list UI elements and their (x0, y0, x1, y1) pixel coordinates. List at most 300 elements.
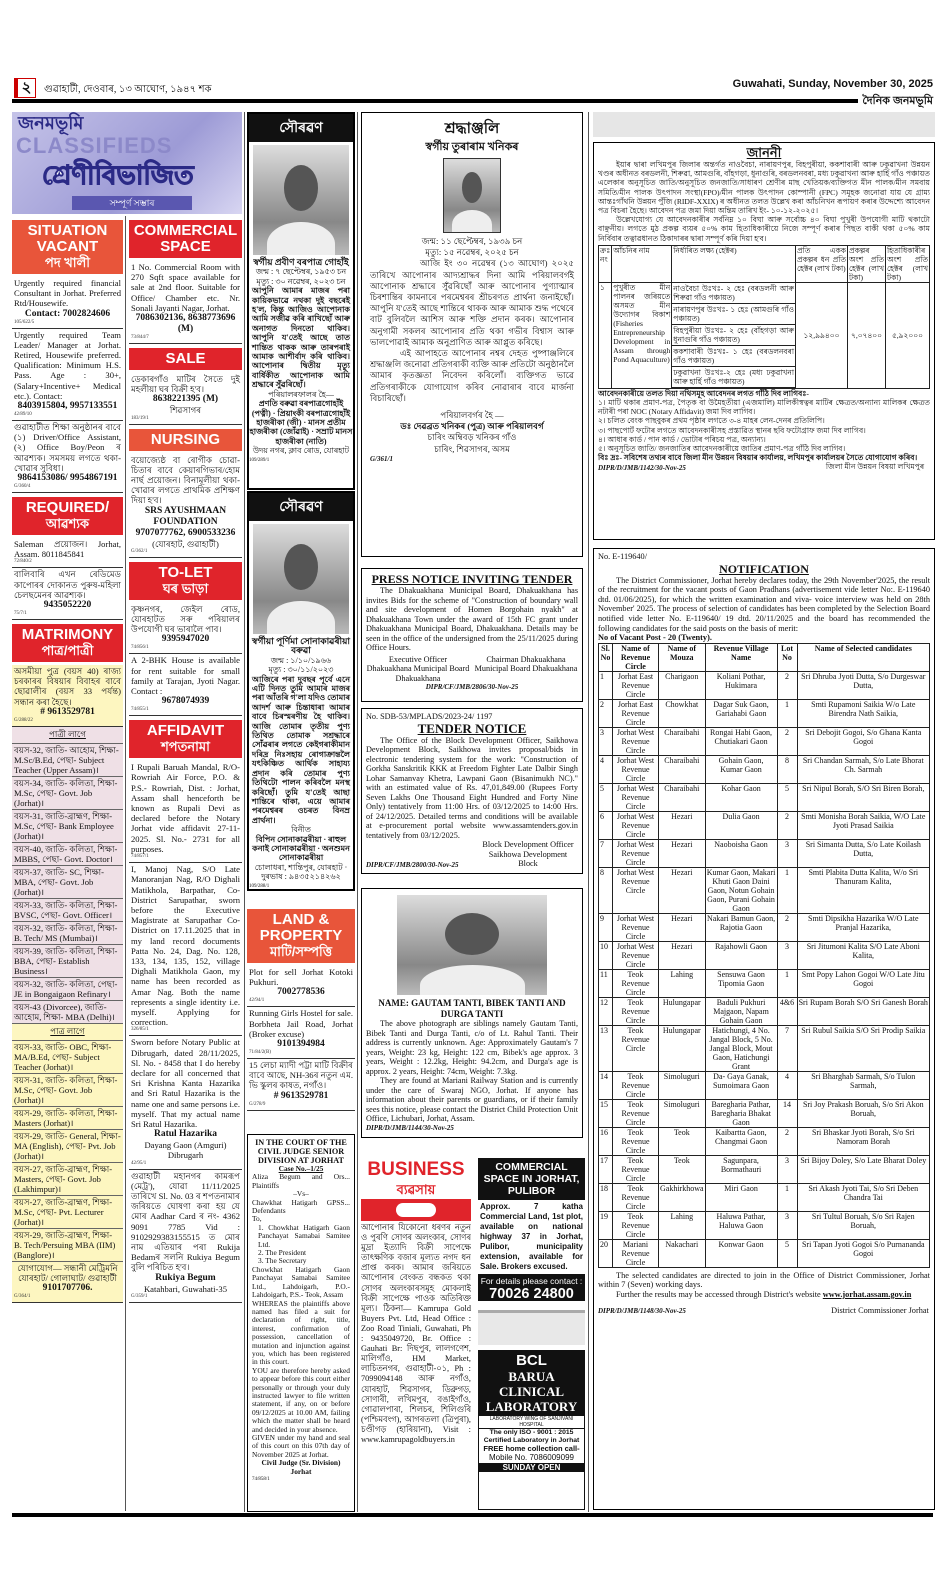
notification-title: NOTIFICATION (719, 561, 809, 576)
table-cell: Simoluguri (659, 1071, 706, 1099)
portrait-photo (253, 145, 349, 255)
handshake-icon (361, 1199, 471, 1221)
banner-subtitle: পাত্ৰ/পাত্ৰী (41, 643, 94, 659)
table-cell: 9 (599, 913, 613, 941)
table-cell: 19 (599, 1211, 613, 1239)
ad-text: বয়োজ্যেষ্ঠ বা ৰোগীক চোৱা-চিতাৰ বাবে কেয়াৰগিভাৰ/হোম নাৰ্ছ প্ৰয়োজন। বিনামূলীয়া থকা-খোৱাৰ লগতে প্ৰাথমিক প্ৰশিক্ষণ দিয়া হ'ব। (131, 454, 240, 506)
table-cell: Smt Popy Lahon Gogoi W/O Late Jitu Gogoi (797, 969, 929, 997)
ad-contact: Rukiya Begum (155, 1272, 216, 1283)
ad-code: DIPR/D/JMB/1142/30-Nov-25 (598, 463, 686, 472)
table-cell: Simoluguri (659, 1099, 706, 1127)
table-cell: Kohar Gaon (705, 783, 777, 811)
ad-code: G/360/4 (14, 484, 31, 490)
th: হিতাধিকাৰীৰ অংশ প্ৰতি হেক্টৰ (লাখ টকা) (887, 245, 928, 282)
column-header: Name of Selected candidates (797, 643, 929, 671)
table-cell: 1 (777, 1183, 797, 1211)
table-cell: 3 (599, 727, 613, 755)
obituary-death: মৃত্যু : ৩০ নৱেম্বৰ, ২০২৩ চন (256, 276, 346, 286)
table-cell: Teok Revenue Circle (613, 1155, 659, 1183)
column-header: Name of Mouza (659, 643, 706, 671)
ad-code: 72/840/2 (14, 559, 32, 565)
table-row (599, 867, 930, 913)
notification (593, 548, 935, 1510)
table-cell: Sri Akash Jyoti Tai, S/o Sri Deben Chandra Tai (797, 1183, 929, 1211)
banner-title: REQUIRED/ (25, 499, 110, 517)
td: ১ (599, 282, 612, 388)
obituary-body: আপুনি আমাৰ মাজৰ পৰা কায়িকভাৱে নথকা দুই বছৰেই হ'ল, কিন্তু আজিও আপোনাক আমি সজীৱ কৰি ৰাখিছোঁ আৰু অনাগত দিনতো থাকিব। আপুনি য'তেই আছে তাত শান্তিত থাকক আৰু তাৰপৰাই আমাক আশীৰ্বাদ কৰি থাকিব। আপোনাৰ দ্বিতীয় মৃত্যু বাৰ্ষিকীত আপোনাক আমি শ্ৰদ্ধাৰে সুঁৱৰিছোঁ। (252, 286, 350, 390)
ad-text: Urgently required financial Consultant in Jorhat. Preferred Rtd/Housewife. (14, 278, 121, 309)
page-number: ২ (14, 78, 36, 98)
court-para-1: WHEREAS the plaintiffs above named has filed a suit for declaration of right, title, interest, confirmation of possession, cancellation of mutation and injunction against you, which has been registered in this court. (252, 1298, 350, 1367)
ad-contact: 7002778536 (277, 987, 325, 998)
table-cell: 3 (777, 1211, 797, 1239)
death-date: মৃত্যু: ১৫ নৱেম্বৰ, ২০২৫ চন (425, 247, 519, 258)
table-cell: 8 (777, 755, 797, 783)
section-banner (129, 720, 242, 758)
ad-contact: 7086302136, 8638773696 (M) (135, 313, 236, 335)
district-website-link[interactable]: www.jorhat.assam.gov.in (822, 1289, 912, 1299)
janani-note: বিঃ দ্ৰঃ- সবিশেষ তথ্যৰ বাবে জিলা মীন উন্নয়ন বিষয়াৰ কাৰ্যালয়, লখিমপুৰ কাৰ্যালয়ৰ সৈতে যোগাযোগ কৰিব। (598, 453, 918, 463)
tender-notice (361, 708, 583, 874)
list-item: বয়স-27, জাতি-ব্ৰাহ্মণ, শিক্ষা- Masters, পেছা- Govt. Job (Lakhimpur)। (12, 1163, 123, 1196)
classified-ad (129, 261, 242, 344)
land-property-ads (247, 905, 355, 1127)
janani-title: জাননী (746, 145, 782, 160)
table-cell: Baregharia Pathar, Baregharia Bhakat Gaon (705, 1099, 777, 1127)
business-body: আপোনাৰ যিকোনো ধৰণৰ নতুন ও পুৰণি সোণৰ অলংকাৰ, সোণৰ মুদ্ৰা ইত্যাদি বিক্ৰী সাপেক্ষে তাৎক্ষণিক বজাৰ মূল্যত নগদ ধন প্ৰাপ্ত কৰক। আমাৰ জৰিয়তে আপোনাৰ বেংকত বন্ধকত থকা সোণৰ অলংকাৰসমূহ মোকলাই বিক্ৰী সাপেক্ষে পাওক অতিৰিক্ত মূল্য। ঠিকনা— Kamrupa Gold Buyers Pvt. Ltd, Head Office : Zoo Road Tiniali, Guwahati, Ph : 9435049720, Br. Office : Gauhati Br: দিছপুৰ, লালগণেশ, মালিগাঁও, HM Market, লাচিতনগৰ, গুৱাহাটী-০১, Ph : 7099094148 আৰু নগাঁও, যোৰহাট, শিৱসাগৰ, ডিব্ৰুগড়, সোণাৰী, লখিমপুৰ, বঙাইগাঁও, গোৱালপাৰা, শিলচৰ, শিলিগুৰি (পশ্চিমবংগ), আগৰতলা (ত্ৰিপুৰা), চণ্ডীগড় (হাৰিয়ানা), Visit : www.kamrupagoldbuyers.in (361, 1223, 471, 1444)
banner-title: COMMERCIAL SPACE (133, 222, 238, 255)
janani-para-2: উল্লেখযোগ্য যে আবেদনকাৰীৰ সৰ্বনিম্ন ১০ বিঘা আৰু সৰ্বোচ্চ ৪০ বিঘা পুখুৰী উপযোগী মাটি থকাটো বাঞ্ছনীয়। লগতে মুঠ প্ৰকল্প ব্যয়ৰ ৫০% কাম হিতাধিকাৰীয়ে নিজে সম্পূৰ্ণ কৰাৰ পিছত বাকী থকা ৫০% কাম নিৰ্বিবাৰ তত্বাৱধানত ঠিকাদাৰৰ দ্বাৰা সম্পূৰ্ণ কৰি দিয়া হ'ব। (598, 215, 930, 243)
ad-subtext: Dayang Gaon (Amguri) Dibrugarh (144, 1140, 227, 1161)
bcl-name: BCL (479, 1351, 584, 1369)
notification-number: No. E-119640/ (598, 552, 648, 561)
banner-title: AFFIDAVIT (146, 722, 225, 740)
table-cell: Charaibahi (659, 755, 706, 783)
table-row (599, 1155, 930, 1183)
table-row (599, 913, 930, 941)
tender-sign: Block Development Officer Saikhowa Development Block (482, 840, 574, 868)
table-cell: 3 (777, 941, 797, 969)
classified-ad (12, 1262, 123, 1303)
ad-code: G/362/1 (131, 548, 148, 554)
requirement-item: ৩। পাছপোৰ্ট ফটোৰ লগতে আবেদনকাৰীসহ প্ৰস্তাৱিত স্থানৰ ছবি ফটোগ্ৰাফ জমা দিব লাগিব। (598, 425, 866, 435)
bcl-iso: The only ISO - 9001 : 2015 Certified Laboratory in Jorhat (483, 1429, 580, 1444)
ad-code: G/278/9 (249, 1101, 266, 1107)
table-cell: 14 (777, 1099, 797, 1127)
table-cell: Baduli Pukhuri Majgaon, Napam Gohain Gaon (705, 997, 777, 1025)
table-cell: Teok Revenue Circle (613, 1099, 659, 1127)
ad-contact: 9435052220 (43, 600, 92, 611)
classified-ad (12, 568, 123, 620)
tender-title: TENDER NOTICE (417, 720, 527, 736)
th: ক্ৰঃ নং (599, 245, 612, 282)
table-cell: Hatichungi, 4 No. Jangal Block, 5 No. Jangal Block, Mout Gaon, Hatichungi Grant (705, 1025, 777, 1071)
obituary-card (247, 112, 355, 490)
obituary-header: সৌৰৱণ (249, 114, 353, 142)
ad-contact: 9395947020 (161, 634, 210, 645)
table-cell: Teok Revenue Circle (613, 1183, 659, 1211)
ad-subtext: শিৱসাগৰ (169, 405, 202, 416)
target-item: ককশাবাৰী উঃখঃ- ১ হেঃ (বৰডলনবৰা গাঁও পঞ্চায়ত) (673, 346, 794, 365)
ad-code: 71/84/2(B) (249, 1050, 271, 1056)
table-cell: Smti Plabita Dutta Kalita, W/o Sri Thanuram Kalita, (797, 867, 929, 913)
table-cell: 2 (599, 699, 613, 727)
list-item: বয়স-40, জাতি- কলিতা, শিক্ষা- MBBS, পেছা- Govt. Doctor। (12, 843, 123, 866)
ad-text: 15 লেচা ম্যাদী পট্টা মাটি বিক্ৰীৰ বাবে আছে, NH-36ৰ নতুন এম. ভি স্কুলৰ কাষত, নগাঁও। (249, 1060, 353, 1091)
table-cell: Sri Simanta Dutta, S/o Late Koilash Dutta, (797, 839, 929, 867)
obituary-card (247, 491, 355, 891)
td: ১২,৯৯৪০০ (796, 282, 848, 388)
table-cell: Sri Joy Prakash Boruah, S/o Sri Akon Boruah, (797, 1099, 929, 1127)
obituary-code: 109/288/1 (249, 883, 270, 889)
classified-ad (129, 603, 242, 655)
shraddha-para-1: আজি ইং ৩০ নৱেম্বৰ (১৩ আঘোণ) ২০২৫ তাৰিখে আপোনাৰ আদ্যশ্ৰাদ্ধৰ দিনা আমি পৰিয়ালবৰ্গই আপোনাক শ্ৰদ্ধাৰে সুঁৱৰিছোঁ আৰু আপোনাৰ পুণ্যাত্মাৰ চিৰশান্তিৰ কামনাৰে পৰমেশ্বৰৰ শ্ৰীচৰণত প্ৰাৰ্থনা জনাইছোঁ। আপুনি য'তেই আছে শান্তিৰে থাকক আৰু আমাক শুদ্ধ পথেৰে বাট বুলিবলৈ আশিস আৰু শক্তি প্ৰদান কৰক। আপোনাৰ অনুগামী সকলৰ আপোনাৰ প্ৰতি থকা গভীৰ বিশ্বাস আৰু ভালপোৱাই আমাক অনুপ্ৰাণিত আৰু আপ্লুত কৰিছে। (370, 258, 574, 347)
table-cell: 3 (777, 1155, 797, 1183)
list-item: বয়স-43 (Divorcee), জাতি- আহোম, শিক্ষা- MBA (Delhi)। (12, 1001, 123, 1024)
list-heading: পাত্ৰী লাগে (12, 727, 123, 744)
table-cell: Jorhat West Revenue Circle (613, 727, 659, 755)
column-divider (357, 112, 358, 1512)
table-cell: Teok Revenue Circle (613, 1071, 659, 1099)
ad-text: ডেকাৰগাঁও মাটিৰ সৈতে দুই মহলীয়া ঘৰ বিক্ৰী হ'ব। (131, 374, 240, 395)
to-label: To, (252, 1214, 262, 1224)
table-cell: Teok Revenue Circle (613, 1025, 659, 1071)
table-cell: Jorhat West Revenue Circle (613, 755, 659, 783)
table-cell: Sri Bhaskar Jyoti Borah, S/o Sri Namoram Borah (797, 1127, 929, 1155)
table-cell: Teok (659, 1127, 706, 1155)
table-cell: Jorhat West Revenue Circle (613, 839, 659, 867)
ad-text: কৃষ্ণনগৰ, জেইল ৰোড, যোৰহাটত সৰু পৰিয়ালৰ উপযোগী ঘৰ ভাৰালৈ পাব। (131, 603, 240, 635)
ad-contact: Ratul Hazarika (153, 1129, 218, 1140)
list-item: বয়স-31, জাতি- কলিতা, শিক্ষা- M.Sc, পেছা- Govt. Job (Jorhat)। (12, 1074, 123, 1107)
table-cell: 18 (599, 1183, 613, 1211)
business-sub: ব্যৱসায় (396, 1182, 436, 1197)
bcl-line-3: LABORATORY (485, 1399, 578, 1414)
table-cell: 2 (777, 671, 797, 699)
table-row (599, 997, 930, 1025)
tender-body: The Office of the Block Development Officer, Saikhowa Development Block, Saikhowa invites proposal/bids in electronic tendering system for the work: "Construction of Gorkha Sanskritik KKK at Freedom Fighter Late Dalbir Singh Lohar Samanvay Khetra, Lawpani Gaon (Bisanimukh NC)." with an estimated value of Rs. 47,01,849.00 (Rupees Forty Seven Lakhs One Thousand Eight Hundred and Forty Nine Only) tentatively from 11:00 Hrs. of 03/12/2025 to 14:00 Hrs. of 24/12/2025. Detailed terms and conditions will be available at e-procurement portal website www.assamtenders.gov.in tentatively from 03/12/2025. (366, 735, 578, 840)
ad-contact: 9101394984 (277, 1039, 325, 1050)
janani-para-1: ইয়াৰ দ্বাৰা লখিমপুৰ জিলাৰ অন্তৰ্গত নাওবৈচা, নাৰায়ণপুৰ, বিহপুৰীয়া, ককশাবাৰী আৰু ঢকুৱাখনা উন্নয়ন খণ্ডৰ অধীনত বৰডলনী, শিৰুৱা, আমগুৰি, বাঁহগড়া, ধুনাগুৰি, বৰডলনবৰা, মধ্য ঢকুৱাখনা আৰু হাৰ্হি গাঁও পঞ্চায়ত এলেকাৰ অনুসূচিত জাতি/অনুসূচিত জনজাতি/সাধাৰণ শ্ৰেণীৰ মাছ খেতিয়ক/ব্যক্তিগত মীন পালক/মীন সমবায় সমিতি/মীন পালক উৎপাদন সংস্থা(FPO)/মীন পালক উৎপাদন কোম্পানী (FPC) সমূহক জনোৱা যায় যে গ্ৰাম্য আন্তঃগাঁথনি উন্নয়ন পুঁজি (RIDF-XXIX) ৰ অধীনত তলত উল্লেখ কৰা আঁচনিখন ৰূপায়ণ কৰাৰ উদ্দেশ্যে আবেদন পত্ৰ বিচৰা হৈছে। আবেদন পত্ৰ জমা দিয়া অন্তিম তাৰিখ ইং- ১০-১২-২০২৫। (598, 160, 930, 216)
table-cell: Hezari (659, 941, 706, 969)
th: আঁচনিৰ নাম (612, 245, 672, 282)
table-cell: 4 (599, 755, 613, 783)
matrimony-list (12, 727, 123, 1024)
target-item: ঢকুৱাখনা উঃখঃ-২ হেঃ (মধ্য ঢকুৱাখনা আৰু হাৰ্হি গাঁও পঞ্চায়ত) (673, 367, 794, 386)
children-photo (397, 895, 547, 995)
press-sign-1: Executive Officer Dhakuakhana Municipal Board Dhakuakhana (366, 654, 470, 683)
classified-ad (129, 1036, 242, 1169)
blank-ad-space (478, 1310, 585, 1345)
portrait-photo (253, 524, 349, 634)
list-item: বয়স-29, জাতি- কলিতা, শিক্ষা- Masters (Jorhat)। (12, 1107, 123, 1130)
portrait-photo (443, 158, 501, 233)
table-cell: Sri Nipul Borah, S/O Sri Biren Borah, (797, 783, 929, 811)
requirements-title: আবেদনকাৰীয়ে তলত দিয়া নথিসমূহ আবেদনৰ লগত গাঁঠি দিব লাগিবঃ- (598, 388, 809, 398)
notification-sign: District Commissioner Jorhat (831, 1305, 929, 1315)
table-row (599, 1099, 930, 1127)
ad-contact: # 9613529781 (273, 1090, 329, 1101)
list-item: বয়স-34, জাতি- কলিতা, শিক্ষা- M.Sc, পেছা- Govt. Job (Jorhat)। (12, 777, 123, 810)
obituary-address: উদয় নগৰ, ক্লাব ৰোড, যোৰহাট (252, 446, 350, 456)
requirement-item: ২। চলিত বেংক পাছবুকৰ প্ৰথম পৃষ্ঠাৰ লগতে ৩-৪ মাহৰ লেন-দেনৰ প্ৰতিলিপি। (598, 416, 825, 426)
bcl-lab-ad (478, 1350, 585, 1510)
table-cell: Teok Revenue Circle (613, 1127, 659, 1155)
table-cell: 10 (599, 941, 613, 969)
table-cell: Hezari (659, 913, 706, 941)
column-header: Sl. No (599, 643, 613, 671)
ad-code: 326/85/1 (131, 1027, 149, 1033)
table-cell: Jorhat West Revenue Circle (613, 867, 659, 913)
column-header: Name of Revenue Circle (613, 643, 659, 671)
shraddha-signer: ডঃ দেৱব্ৰত খনিকৰ (পুত্ৰ) আৰু পৰিয়ালবৰ্গ (400, 421, 544, 432)
comm-phone: 70026 24800 (489, 1286, 574, 1301)
table-cell: Charaibahi (659, 727, 706, 755)
blank-ad-space (593, 112, 935, 137)
bcl-line-2: CLINICAL (498, 1384, 564, 1399)
table-cell: 7 (777, 1025, 797, 1071)
ad-code: 105/622/5 (14, 319, 35, 325)
table-cell: Charaibahi (659, 783, 706, 811)
logo-sub: সম্পূৰ্ণ সম্ভাৰ (72, 196, 192, 210)
birth-date: জন্ম: ১১ ছেপ্টেম্বৰ, ১৯৩৯ চন (421, 236, 523, 246)
court-address: Chowkhat Hatigarh Gaon Panchayat Samabai Samitee Ltd., Lahdoigarh, P.O.- Lahdoigarh, P.S.- Teok, Assam (252, 1264, 350, 1300)
shraddha-from: পৰিয়ালবৰ্গৰ হৈ — (440, 410, 504, 421)
ad-code: 42/89/10 (14, 412, 32, 418)
court-title: IN THE COURT OF THE CIVIL JUDGE SENIOR DIVISION AT JORHAT (255, 1138, 347, 1165)
bcl-mobile: Mobile No. 7086009099 (489, 1453, 574, 1462)
table-cell: Smti Monisha Borah Saikia, W/O Late Jyoti Prasad Saikia (797, 811, 929, 839)
banner-subtitle: শপতনামা (161, 739, 210, 755)
section-banner (247, 909, 355, 963)
th: প্ৰতি একক প্ৰকল্পৰ ধন প্ৰতি হেক্টৰ (লাখ টকা) (796, 245, 848, 282)
ad-contact: Contact: 7002824606 (24, 308, 111, 319)
banner-title: SALE (165, 350, 206, 368)
table-cell: Teok Revenue Circle (613, 997, 659, 1025)
ad-code: 74/858/1 (252, 1477, 270, 1483)
bcl-wing: LABORATORY WING OF SANJIVANI HOSPITAL (479, 1416, 584, 1429)
notification-foot-2: Further the results may be accessed through District's website (616, 1289, 821, 1299)
ad-code: 73/844/7 (131, 335, 149, 341)
requirements-list (598, 398, 930, 453)
table-cell: Chowkhat (659, 699, 706, 727)
list-item: বয়স-32, জাতি- আহোম, শিক্ষা- M.Sc/B.Ed, পেছা- Subject Teacher (Upper Assam)। (12, 744, 123, 777)
obituary-birth: জন্ম : ৭ ছেপ্টেম্বৰ, ১৯৫৩ চন (255, 267, 347, 277)
targets-cell (672, 282, 796, 388)
table-cell: Sri Bijoy Doley, S/o Late Bharat Doley (797, 1155, 929, 1183)
table-cell: Naoboisha Gaon (705, 839, 777, 867)
table-cell: Teok Revenue Circle (613, 1211, 659, 1239)
court-para-2: YOU are therefore hereby asked to appear before this court either personally or through your duly instructed lawyer to file written statement, if any, on or before 09/12/2025 at 10.00 AM, failing which the matter shall be heard and decided in your absence. (252, 1365, 350, 1434)
table-cell: Hulungapar (659, 1025, 706, 1071)
ad-text: I, Manoj Nag, S/O Late Manoranjan Nag, R/O Dighali Matikhola, Barpathar, Co-District Sarupathar, sworn before the Executive Magistrate at Sarupathar Co-District on 17.11.2025 that in my land record documents Patta No. 24, Dag. No. 128, 133, 134, 135, 152, village Dighali Matikhola Gaon, my name has been recorded as Amar Nag. Both the name represents a single identity i.e. myself. Applying for correction. (131, 864, 240, 1028)
target-item: বিহপুৰীয়া উঃখঃ- ২ হেঃ (বাঁহগড়া আৰু ধুনাগুৰি গাঁও পঞ্চায়ত) (673, 325, 794, 344)
list-item: বয়স-27, জাতি-ব্ৰাহ্মণ, শিক্ষা- M.Sc, পেছা- Pvt. Lecturer (Jorhat)। (12, 1196, 123, 1229)
table-row (599, 1183, 930, 1211)
table-cell: Dulia Gaon (705, 811, 777, 839)
table-cell: Lahing (659, 969, 706, 997)
ad-text: গুৱাহাটীত শিক্ষা অনুষ্ঠানৰ বাবে (১) Driver/Office Assistant, (২) Office Boy/Peon ৰ আৱশ্যক। সমসময় লগতে থকা-খোৱাৰ সুবিধা। (14, 422, 121, 473)
ad-code: 75/7/1 (14, 611, 27, 617)
classified-ad (12, 277, 123, 329)
table-cell: 11 (599, 969, 613, 997)
requirement-item: ৪। আধাৰ কাৰ্ড / পান কাৰ্ড / ভোটাৰ পৰিচয় পত্ৰ, অন্যান্য। (598, 434, 766, 444)
table-row (599, 1239, 930, 1267)
banner-title: MATRIMONY (21, 626, 114, 644)
obituary-name: স্বৰ্গীয় প্ৰবীণ বৰপাত্ৰ গোহাঁই (253, 257, 349, 267)
table-cell: Konwar Gaon (705, 1239, 777, 1267)
table-cell: Da- Gaya Ganak, Sumoimara Gaon (705, 1071, 777, 1099)
table-cell: Sri Jitumoni Kalita S/O Late Aboni Kalita, (797, 941, 929, 969)
table-cell: Sri Dhruba Jyoti Dutta, S/o Durgeswar Dutta, (797, 671, 929, 699)
ad-code: G/361/1 (370, 454, 393, 463)
ad-code: G/359/1 (131, 1293, 148, 1299)
shraddha-addr-2: চাৰিং, শিৱসাগৰ, অসম (434, 443, 510, 454)
list-item: বয়স-33, জাতি- কলিতা, শিক্ষা- BVSC, পেছা- Govt. Officer। (12, 899, 123, 922)
ad-contact: # 9613529781 (40, 706, 95, 717)
table-cell: Nakachari (659, 1239, 706, 1267)
table-cell: Sri Tapan Jyoti Gogoi S/o Purnananda Gogoi (797, 1239, 929, 1267)
court-para-3: GIVEN under my hand and seal of this court on this 07th day of November 2025 at Jorhat. (252, 1433, 350, 1459)
ad-text: Sworn before Notary Public at Dibrugarh, dated 28/11/2025, Sl. No. - 8458 that I do hereby declare for all concerned that Sri Krishna Kanta Hazarika and Sri Ratul Hazarika is the name one and same persons i.e. myself. That my actual name Sri Ratul Hazarika. (131, 1037, 240, 1129)
ad-code: DIPR/D/JMB/1144/30-Nov-25 (366, 1123, 454, 1132)
section-banner (129, 348, 242, 370)
table-row (599, 1127, 930, 1155)
obituary-from: পৰিয়ালৰফালৰ হৈ— (268, 389, 334, 399)
table-cell: 2 (777, 1127, 797, 1155)
classified-ad (129, 761, 242, 863)
ad-contact: 9864153086/ 9954867191 (17, 473, 118, 484)
list-item: বয়স-29, জাতি- General, শিক্ষা- MA (English), পেছা- Pvt. Job (Jorhat)। (12, 1130, 123, 1163)
ad-code: 42/94/1 (249, 998, 265, 1004)
table-cell: 3 (777, 839, 797, 867)
addressee-2: 2. The President (258, 1248, 307, 1258)
table-cell: Hezari (659, 867, 706, 913)
commercial-space-jorhat-ad (478, 1158, 585, 1301)
press-body: The Dhakuakhana Municipal Board, Dhakuakhana has invites Bids for the scheme of "Construction of boundary wall and site development of Homen Borgohain nyakh" at Dhakuakhana Town under the award of 15th FC grant under Dhakuakhana Municipal Board, Dhakuakhana. Details may be seen in the office of the undersigned from the 25/11/2025 during Office Hours. (366, 586, 578, 652)
table-cell: Mariani Revenue Circle (613, 1239, 659, 1267)
table-cell: 17 (599, 1155, 613, 1183)
classifieds-column-2 (129, 216, 242, 1512)
table-cell: Sensuwa Gaon Tipomia Gaon (705, 969, 777, 997)
ad-text: Urgently required Team Leader/ Manager at Jorhat. Retired, Housewife preferred. Qualification: Minimum H.S. Pass. Age : 30+, (Salary+Incentive+ Medical etc.). Contact: (14, 329, 121, 401)
ad-subtext: যোগাযোগ— সন্ধানী মেট্ৰিমনি যোৰহাট/ গোলাঘাট/ গুৱাহাটী (17, 1262, 118, 1284)
column-divider (244, 112, 245, 1512)
ad-text: 1 No. Commercial Room with 270 Sqft space available for sale at 2nd floor. Suitable for Office/ Chamber etc. Nr. Sonali Jayanti Nagar, Jorhat. (131, 262, 240, 313)
logo-main: শ্ৰেণীবিভাজিত (42, 160, 194, 190)
table-cell: Charigaon (659, 671, 706, 699)
list-item: বয়স-32, জাতি- কলিতা, পেছা- JE in Bongaigaon Refinary। (12, 978, 123, 1001)
logo-top: জনমভূমি (18, 113, 84, 133)
table-cell: 13 (599, 1025, 613, 1071)
banner-title: SITUATION VACANT (27, 222, 108, 255)
table-cell: 1 (777, 969, 797, 997)
shraddha-name: স্বৰ্গীয় তুৰাৰাম খনিকৰ (425, 141, 519, 153)
classified-ad (129, 654, 242, 716)
table-cell: Sri Chandan Sarmah, S/o Late Bhorat Ch. Sarmah (797, 755, 929, 783)
th: নিৰ্ধাৰিত লক্ষ্য (হেক্টৰ) (672, 245, 796, 282)
th: প্ৰকল্পৰ অংশ প্ৰতি হেক্টৰ (লাখ টকা) (849, 245, 884, 282)
table-cell: 2 (777, 913, 797, 941)
list-item: বয়স-32, জাতি- কলিতা, শিক্ষা- B. Tech/ MS (Mumbai)। (12, 922, 123, 945)
classified-ad (12, 329, 123, 421)
obituary-death: মৃত্যু : ৩০/১১/২০২৩ (268, 665, 334, 675)
table-cell: Sri Tultul Boruah, S/o Sri Rajen Boruah, (797, 1211, 929, 1239)
table-cell: 8 (599, 867, 613, 913)
table-cell: 1 (777, 867, 797, 913)
case-number: Case No.–1/25 (278, 1164, 324, 1173)
bcl-open: SUNDAY OPEN (479, 1463, 584, 1472)
notification-foot-1: The selected candidates are directed to join in the Office of District Commissioner, Jorhat within 7 (Seven) working days. (598, 1270, 930, 1290)
paper-name: দৈনিক জনমভূমি (858, 92, 933, 111)
table-cell: Hezari (659, 839, 706, 867)
list-item: বয়স-39, জাতি- কলিতা, শিক্ষা- BBA, পেছা- Establish Business। (12, 945, 123, 978)
table-cell: Koliani Pothar, Hukimara (705, 671, 777, 699)
ad-text: A 2-BHK House is available for rent suitable for small family at Tarajan, Jyoti Nagar. Contact : (131, 655, 240, 697)
ad-code: DIPR/CF/JMB/2806/30-Nov-25 (425, 683, 519, 691)
table-cell: Jorhat East Revenue Circle (613, 699, 659, 727)
table-cell: Hezari (659, 811, 706, 839)
table-row (599, 671, 930, 699)
ad-code: 42/95/1 (131, 1160, 147, 1166)
header-rule (12, 99, 933, 103)
shraddha-title: শ্ৰদ্ধাঞ্জলি (444, 121, 500, 137)
column-divider (125, 216, 126, 1511)
missing-children-notice (361, 888, 583, 1138)
press-notice (361, 568, 583, 702)
table-row (599, 941, 930, 969)
ad-subtext: Katahbari, Guwahati-35 (143, 1283, 228, 1294)
classified-ad (12, 538, 123, 568)
table-cell: Kumar Gaon, Makari Khuti Gaon Daini Gaon, Notun Gohain Gaon, Purani Gohain Gaon (706, 867, 776, 913)
obituary-header: সৌৰৱণ (249, 493, 353, 521)
table-cell: 5 (777, 1239, 797, 1267)
obituary-signers: বিপিন সোনাকাৱৰীয়া · ৰাহুল কনাই সোনাকাৱৰীয়া · অনশুমন সোনাকাৱৰীয়া (252, 834, 350, 863)
ad-code: 183/19/1 (131, 415, 149, 421)
table-cell: Miri Gaon (705, 1183, 777, 1211)
classifieds-logo (12, 112, 242, 214)
obituary-1 (247, 112, 355, 490)
table-cell: Kaibartta Gaon, Changmai Gaon (705, 1127, 777, 1155)
table-row (599, 699, 930, 727)
janani-notice (593, 142, 935, 540)
banner-title: NURSING (150, 430, 221, 448)
td: ৭,০৭৪০০ (848, 282, 886, 388)
table-cell: Smti Dipsikha Hazarika W/O Late Pranjal Hazarika, (797, 913, 929, 941)
defendant: Chawkhat Hatigarh GPSS... Defendants (252, 1197, 350, 1216)
column-divider (588, 112, 589, 1512)
table-cell: 5 (599, 783, 613, 811)
ad-text: Plot for sell Jorhat Kotoki Pukhuri. (249, 967, 353, 988)
matrimony-list (12, 1024, 123, 1262)
ad-text: বালিবাৰি এখন ৰেডিমেড কাপোৰৰ দোকানত পুৰুষ-মহিলা চেলছমেনৰ আৱশ্যক। (14, 569, 121, 600)
banner-title: LAND & PROPERTY (259, 911, 343, 944)
vacant-posts: No of Vacant Post - 20 (Twenty). (598, 633, 712, 643)
classified-ad (129, 1170, 242, 1303)
list-item: বয়স-29, জাতি-ব্ৰাহ্মণ, শিক্ষা- B. Tech/Persuing MBA (IIM) (Banglore)। (12, 1229, 123, 1262)
plaintiff: Aliza Begum and Ors... Plaintiffs (252, 1172, 350, 1190)
list-item: বয়স-33, জাতি- OBC, শিক্ষা- MA/B.Ed, পেছা- Subject Teacher (Jorhat)। (12, 1041, 123, 1074)
selected-candidates-table (598, 643, 930, 1268)
table-cell: Haluwa Pathar, Haluwa Gaon (705, 1211, 777, 1239)
target-item: নাৰায়ণপুৰ উঃখঃ- ১ হেঃ (আমগুৰি গাঁও পঞ্চায়ত) (673, 304, 794, 323)
section-banner (12, 220, 123, 274)
court-notice (247, 1134, 355, 1512)
requirement-item: ৫। অনুসূচিত জাতি/ জনজাতিৰ আবেদনকাৰীয়ে জাতিৰ প্ৰমাণ-পত্ৰ গাঁঠি দিব লাগিব। (598, 444, 846, 454)
ad-contact: 8403915804, 9957133551 (17, 401, 118, 412)
ad-text: Running Girls Hostel for sale. Borbheta Jail Road, Jorhat (Broker excuse) (249, 1008, 353, 1039)
logo-bg-text: CLASSIFIEDS (16, 133, 173, 158)
